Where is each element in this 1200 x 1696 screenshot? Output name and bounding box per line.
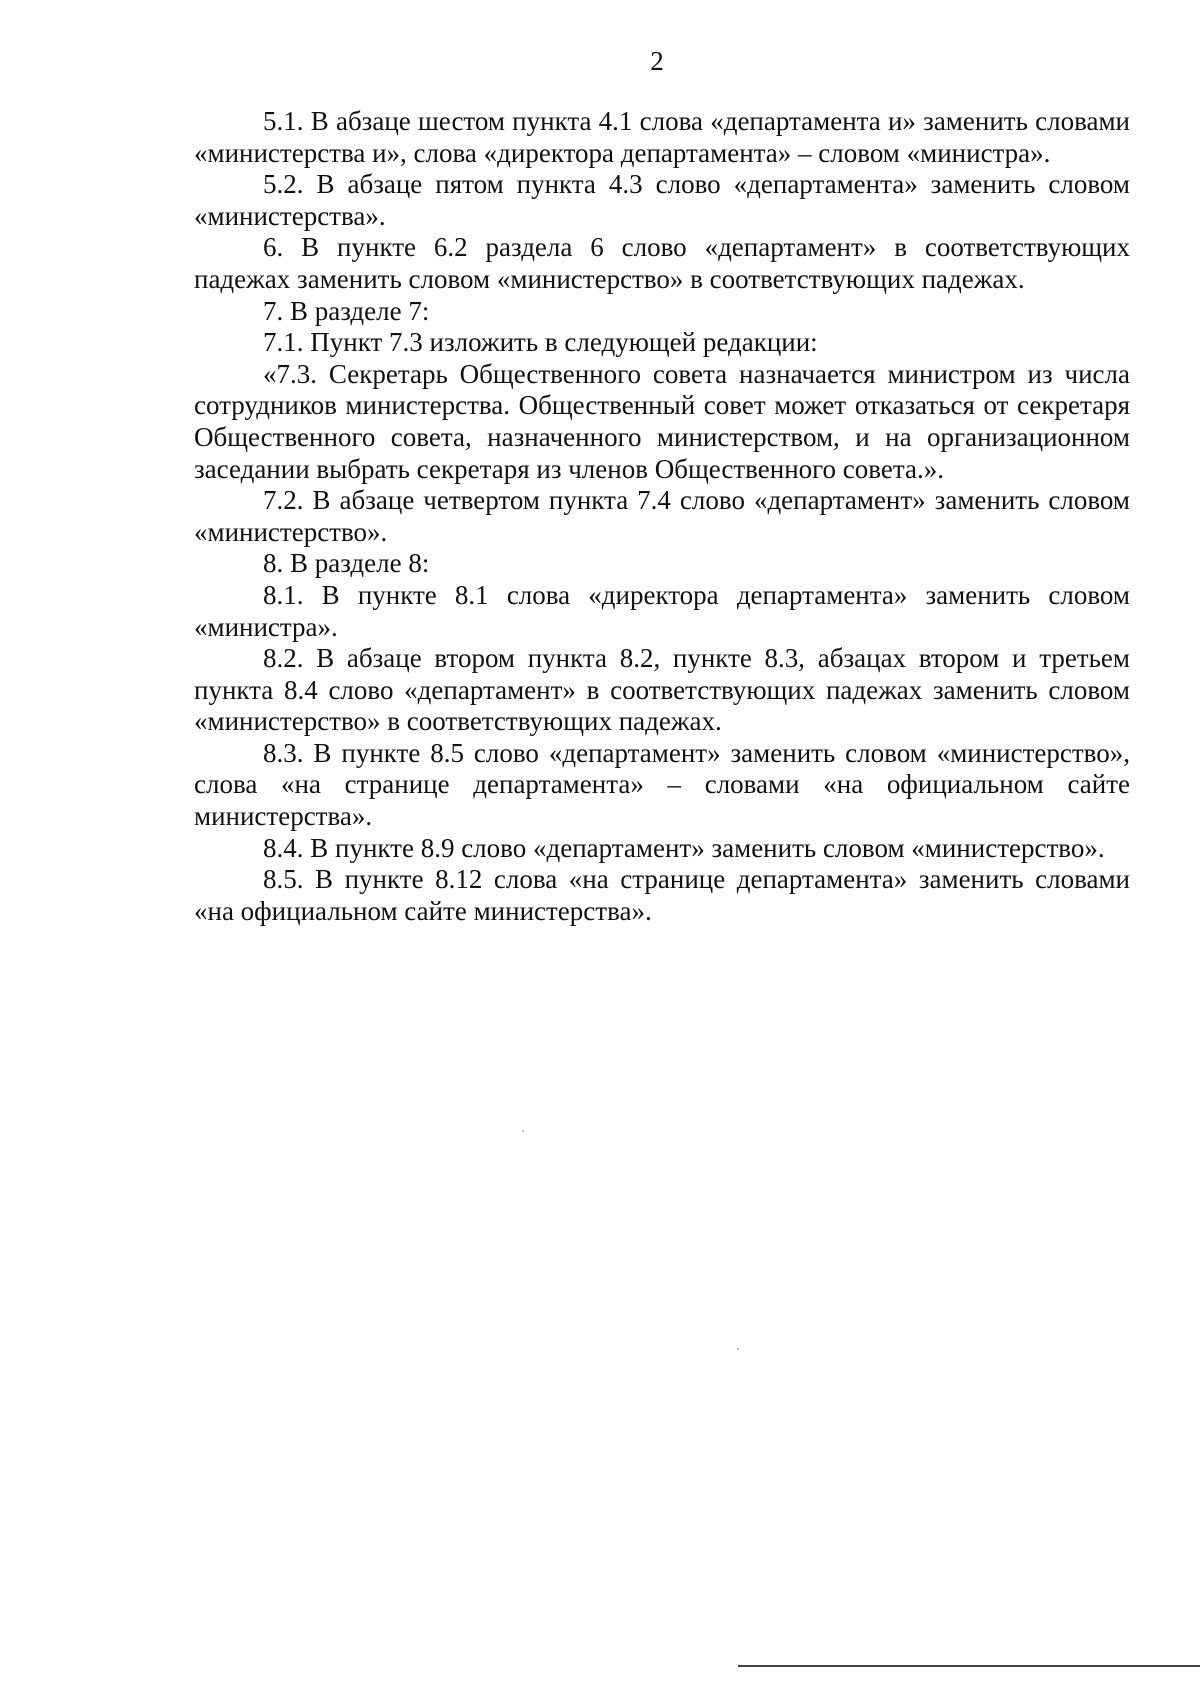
paragraph-5-1: 5.1. В абзаце шестом пункта 4.1 слова «департамента и» заменить словами «министерства и», слова «директора департамента» – словом «министра». xyxy=(194,106,1130,168)
page-number: 2 xyxy=(650,46,664,76)
footer-rule xyxy=(738,1665,1200,1667)
paragraph-8-4: 8.4. В пункте 8.9 слово «департамент» заменить словом «министерство». xyxy=(263,832,1105,863)
paragraph-8-2: 8.2. В абзаце втором пункта 8.2, пункте 8.3, абзацах втором и третьем пункта 8.4 слово «департамент» в соответствующих падежах заменить словом «министерство» в соответствующих падежах. xyxy=(194,643,1130,737)
paragraph-6: 6. В пункте 6.2 раздела 6 слово «департамент» в соответствующих падежах заменить словом «министерство» в соответствующих падежах. xyxy=(194,232,1130,294)
paragraph-7-2: 7.2. В абзаце четвертом пункта 7.4 слово «департамент» заменить словом «министерство». xyxy=(194,485,1130,547)
paragraph-8: 8. В разделе 8: xyxy=(263,548,430,579)
document-body xyxy=(194,106,1130,927)
paragraph-7-3-quote: «7.3. Секретарь Общественного совета назначается министром из числа сотрудников министерства. Общественный совет может отказаться от секретаря Общественного совета, назначенного министерством, и на организационном заседании выбрать секретаря из членов Общественного совета.». xyxy=(194,358,1130,484)
paragraph-7: 7. В разделе 7: xyxy=(263,295,430,326)
scan-speck xyxy=(737,1348,739,1350)
paragraph-8-3: 8.3. В пункте 8.5 слово «департамент» заменить словом «министерство», слова «на странице департамента» – словами «на официальном сайте министерства». xyxy=(194,737,1130,832)
paragraph-8-1: 8.1. В пункте 8.1 слова «директора департамента» заменить словом «министра». xyxy=(194,579,1130,642)
paragraph-8-5: 8.5. В пункте 8.12 слова «на странице департамента» заменить словами «на официальном сайте министерства». xyxy=(194,864,1130,926)
paragraph-7-1: 7.1. Пункт 7.3 изложить в следующей редакции: xyxy=(263,327,818,358)
paragraph-5-2: 5.2. В абзаце пятом пункта 4.3 слово «департамента» заменить словом «министерства». xyxy=(194,169,1130,231)
scan-speck xyxy=(522,1130,524,1132)
